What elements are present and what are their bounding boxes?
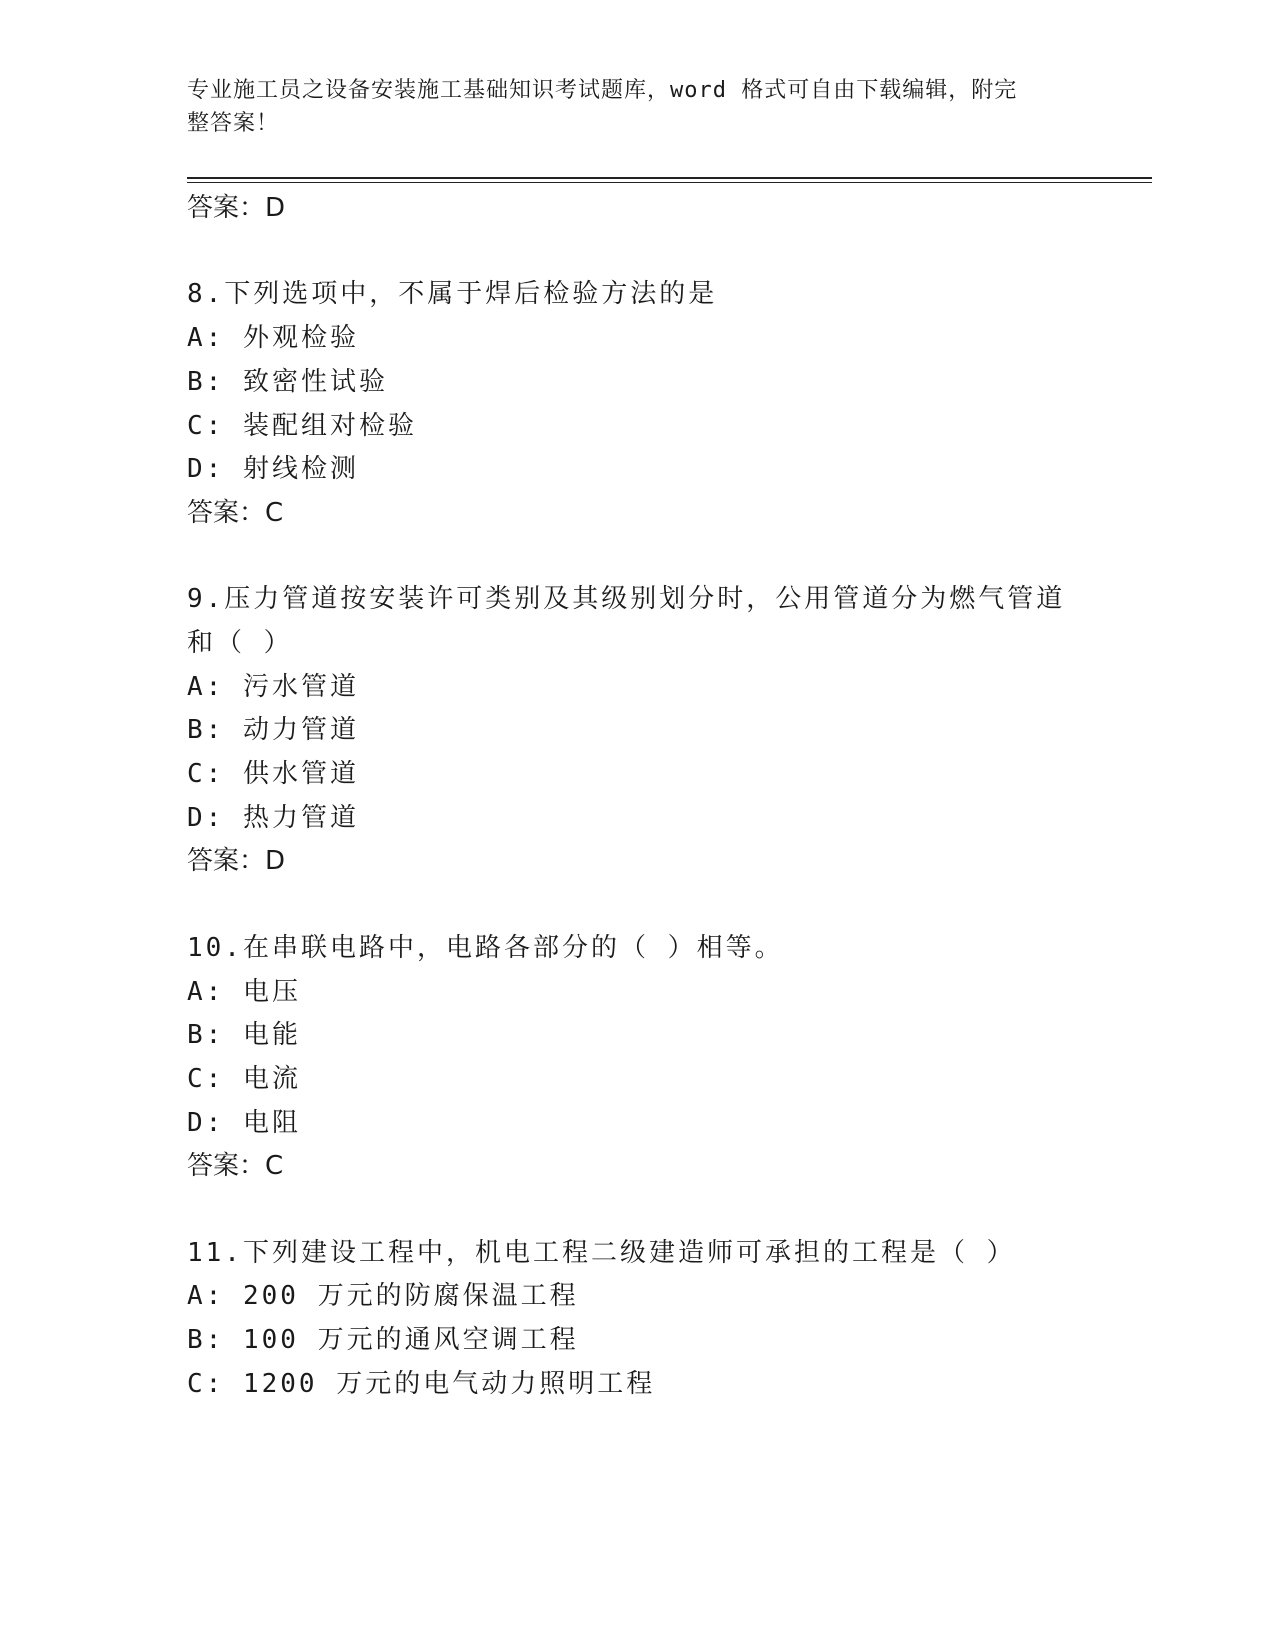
answer-value: C	[265, 498, 284, 528]
option-d: D: 射线检测	[187, 454, 359, 484]
answer-label: 答案：	[187, 498, 266, 528]
answer-label: 答案：	[187, 846, 266, 876]
option-c: C: 供水管道	[187, 759, 359, 789]
question-stem-continued: 和（ ）	[187, 628, 293, 658]
option-c: C: 1200 万元的电气动力照明工程	[187, 1369, 656, 1399]
answer-line	[187, 843, 285, 879]
header-line-2: 整答案！	[187, 111, 280, 136]
answer-value: C	[265, 1151, 284, 1181]
answer-label: 答案：	[187, 1151, 266, 1181]
answer-line	[187, 190, 285, 226]
option-b: B: 动力管道	[187, 715, 359, 745]
header-divider-thin	[187, 182, 1152, 183]
answer-value: D	[265, 193, 286, 223]
option-a: A: 外观检验	[187, 323, 359, 353]
option-a: A: 污水管道	[187, 672, 359, 702]
answer-label: 答案：	[187, 193, 266, 223]
option-a: A: 200 万元的防腐保温工程	[187, 1281, 579, 1311]
document-header	[187, 74, 1067, 140]
question-stem: 9.压力管道按安装许可类别及其级别划分时，公用管道分为燃气管道	[187, 584, 1066, 614]
answer-line	[187, 1148, 283, 1184]
option-c: C: 装配组对检验	[187, 411, 417, 441]
option-b: B: 100 万元的通风空调工程	[187, 1325, 579, 1355]
question-stem: 10.在串联电路中，电路各部分的（ ）相等。	[187, 933, 784, 963]
answer-value: D	[265, 846, 286, 876]
option-d: D: 电阻	[187, 1108, 301, 1138]
option-a: A: 电压	[187, 977, 301, 1007]
header-divider-thick	[187, 177, 1152, 179]
option-b: B: 电能	[187, 1020, 301, 1050]
question-stem: 8.下列选项中，不属于焊后检验方法的是	[187, 279, 718, 309]
header-line-1: 专业施工员之设备安装施工基础知识考试题库，word 格式可自由下载编辑，附完	[187, 78, 1018, 103]
option-c: C: 电流	[187, 1064, 301, 1094]
question-stem: 11.下列建设工程中，机电工程二级建造师可承担的工程是（ ）	[187, 1238, 1016, 1268]
answer-line	[187, 495, 283, 531]
option-b: B: 致密性试验	[187, 367, 388, 397]
option-d: D: 热力管道	[187, 803, 359, 833]
